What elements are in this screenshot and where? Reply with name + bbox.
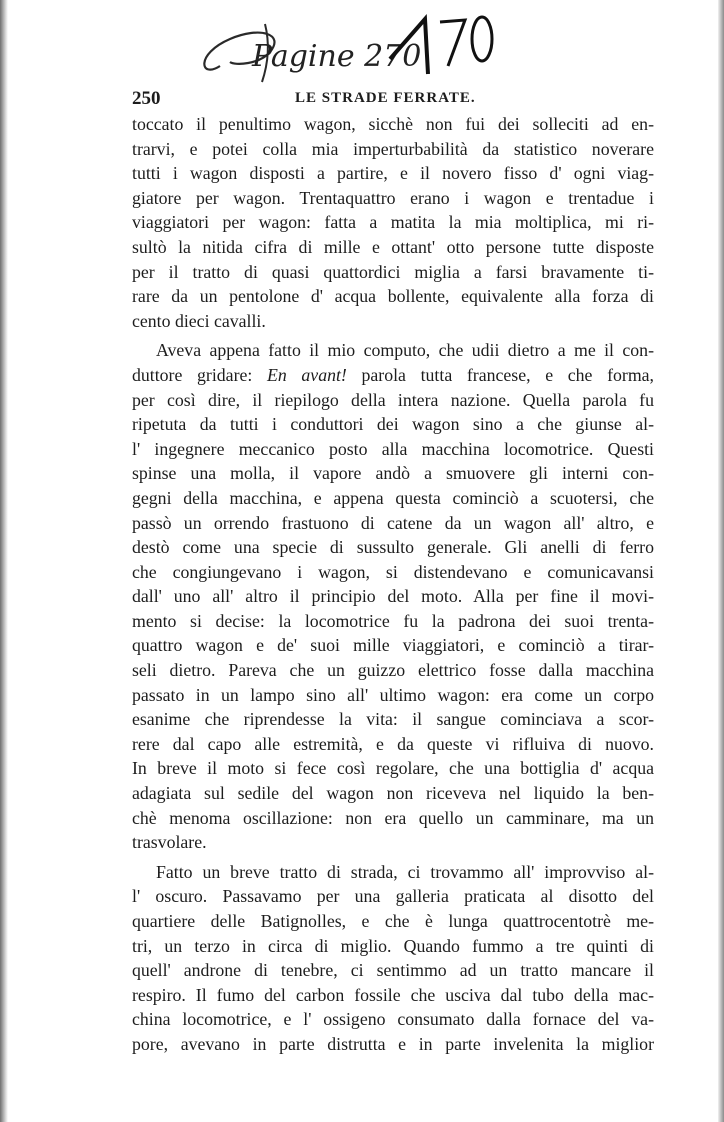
body-text [132, 112, 654, 1057]
text-segment: duttore gridare: [132, 364, 267, 385]
text-line: trarvi, e potei colla mia imperturbabilità da statistico noverare [132, 138, 654, 159]
text-line: ripetuta da tutti i conduttori dei wagon sino a che giunse al- [132, 414, 654, 435]
text-line: l' ingegnere meccanico posto alla macchina locomotrice. Questi [132, 438, 654, 459]
text-line: quattro wagon e de' suoi mille viaggiatori, e cominciò a tirar- [132, 635, 654, 656]
text-line: Fatto un breve tratto di strada, ci trovammo all' improvviso al- [156, 861, 654, 882]
text-line: pore, avevano in parte distrutta e in parte invelenita la miglior [132, 1033, 654, 1054]
text-line: giatore per wagon. Trentaquattro erano i wagon e trentadue i [132, 187, 654, 208]
text-line-with-italic [132, 363, 654, 388]
handwritten-note-text: Pagine 270 [252, 39, 422, 74]
text-line: adagiata sul sedile del wagon non riceveva nel liquido la ben- [132, 783, 654, 804]
text-segment: parola tutta francese, e che forma, [346, 364, 655, 385]
text-line: rere dal capo alle estremità, e da queste vi rifluiva di nuovo. [132, 733, 654, 754]
page-gutter-shadow [0, 0, 8, 1122]
text-line: sultò la nitida cifra di mille e ottant' otto persone tutte disposte [132, 236, 654, 257]
text-line: mento si decise: la locomotrice fu la padrona dei suoi trenta- [132, 610, 654, 631]
text-line: china locomotrice, e l' ossigeno consumato dalla fornace del va- [132, 1009, 654, 1030]
page-header [132, 88, 662, 110]
paragraph [132, 860, 654, 1057]
text-line: respiro. Il fumo del carbon fossile che usciva dal tubo della mac- [132, 984, 654, 1005]
text-line: trasvolare. [132, 832, 207, 853]
text-line: quartiere delle Batignolles, e che è lunga quattrocentotrè me- [132, 911, 654, 931]
text-line: per il tratto di quasi quattordici miglia a farsi bravamente ti- [132, 261, 654, 282]
text-line: tutti i wagon disposti a partire, e il novero fisso d' ogni viag- [132, 163, 654, 184]
text-line: chè menoma oscillazione: non era quello un camminare, ma un [132, 807, 654, 828]
handwritten-page-note [190, 4, 510, 94]
text-line: che congiungevano i wagon, si distendevano e comunicavansi [132, 561, 654, 582]
italic-phrase: En avant! [267, 364, 347, 385]
text-line: passato in un lampo sino all' ultimo wagon: era come un corpo [132, 684, 654, 705]
text-line: gegni della macchina, e appena questa cominciò a scuotersi, che [132, 487, 654, 508]
text-line: Aveva appena fatto il mio computo, che udii dietro a me il con- [156, 340, 654, 361]
paragraph [132, 112, 654, 333]
text-line: seli dietro. Pareva che un guizzo elettrico fosse dalla macchina [132, 660, 654, 681]
text-line: viaggiatori per wagon: fatta a matita la mia moltiplica, mi ri- [132, 212, 654, 233]
text-line: toccato il penultimo wagon, sicchè non fui dei solleciti ad en- [132, 114, 654, 134]
text-line: cento dieci cavalli. [132, 310, 266, 331]
text-line: spinse una molla, il vapore andò a smuovere gli interni con- [132, 463, 654, 484]
text-line: In breve il moto si fece così regolare, che una bottiglia d' acqua [132, 758, 654, 779]
text-line: esanime che riprendesse la vita: il sangue cominciava a scor- [132, 709, 654, 730]
text-line: dall' uno all' altro il principio del moto. Alla per fine il movi- [132, 586, 654, 607]
page-number: 250 [132, 88, 161, 109]
page-edge-shadow [718, 0, 724, 1122]
running-head: LE STRADE FERRATE. [295, 90, 476, 106]
text-line: passò un orrendo frastuono di catene da un wagon all' altro, e [132, 512, 654, 533]
text-line: tri, un terzo in circa di miglio. Quando fummo a tre quinti di [132, 935, 654, 956]
text-line: l' oscuro. Passavamo per una galleria praticata al disotto del [132, 886, 654, 907]
text-line: destò come una specie di sussulto generale. Gli anelli di ferro [132, 537, 654, 558]
text-line: rare da un pentolone d' acqua bollente, equivalente alla forza di [132, 286, 654, 307]
text-line: quell' androne di tenebre, ci sentimmo ad un tratto mancare il [132, 960, 654, 981]
text-line: per così dire, il riepilogo della intera nazione. Quella parola fu [132, 389, 654, 410]
paragraph [132, 338, 654, 854]
